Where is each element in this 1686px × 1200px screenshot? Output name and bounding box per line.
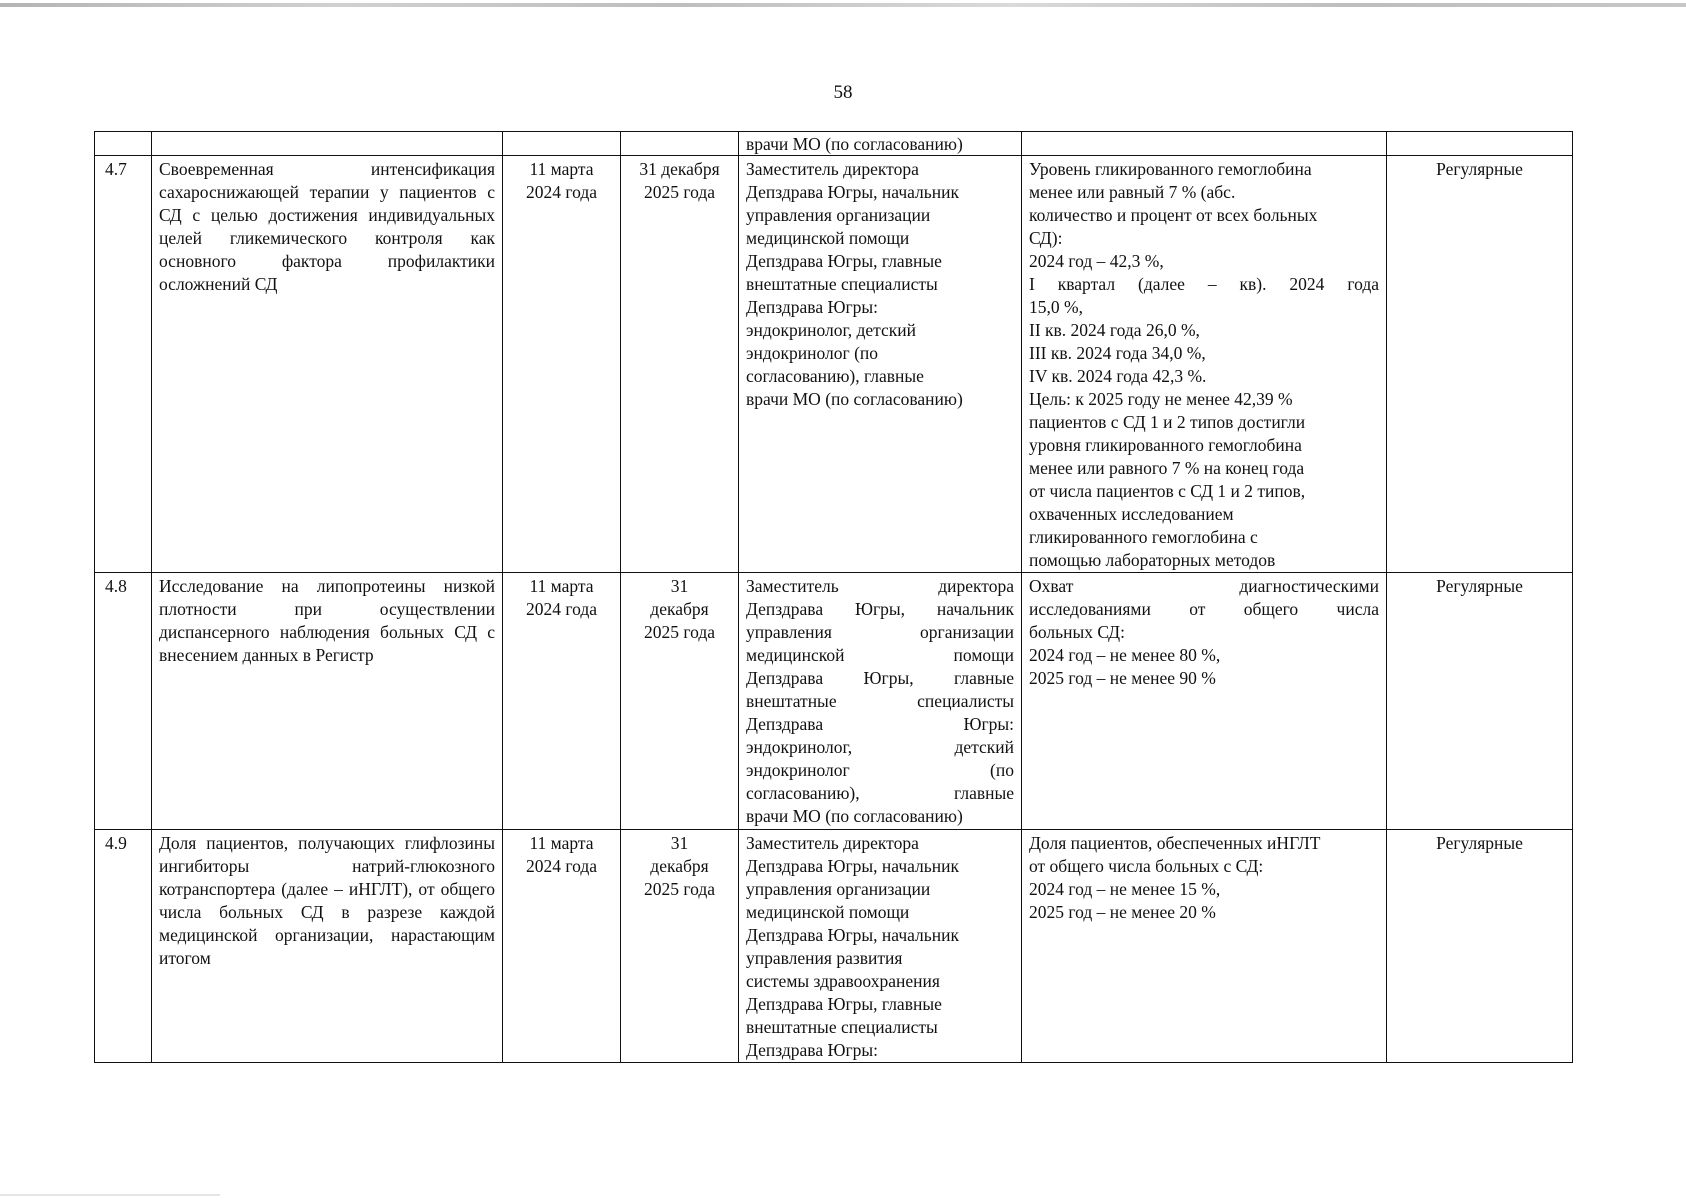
type-text: Регулярные [1387, 573, 1573, 830]
scan-edge [0, 3, 1686, 7]
end-date: 31 декабря 2025 года [621, 830, 739, 1063]
responsible-text: Заместитель директора Депздрава Югры, начальник управления организации медицинской помощи Депздрава Югры, главные внештатные специалисты Депздрава Югры: эндокринолог, детский эндокринолог (по согласованию), главные врачи МО (по согласованию) [739, 573, 1022, 830]
cell-type [1387, 132, 1573, 156]
type-text: Регулярные [1387, 156, 1573, 573]
cell-start [503, 132, 621, 156]
row-number: 4.7 [95, 156, 152, 573]
activity-text: Своевременная интенсификация сахароснижающей терапии у пациентов с СД с целью достижения индивидуальных целей гликемического контроля как основного фактора профилактики осложнений СД [152, 156, 503, 573]
cell-result [1022, 132, 1387, 156]
activity-text: Доля пациентов, получающих глифлозины ингибиторы натрий-глюкозного котранспортера (далее – иНГЛТ), от общего числа больных СД в разрезе каждой медицинской организации, нарастающим итогом [152, 830, 503, 1063]
cell-activity [152, 132, 503, 156]
page-number: 58 [833, 82, 853, 103]
cell-end [621, 132, 739, 156]
type-text: Регулярные [1387, 830, 1573, 1063]
result-text: Охват диагностическими исследованиями от общего числа больных СД: 2024 год – не менее 80 %, 2025 год – не менее 90 % [1022, 573, 1387, 830]
cell-num [95, 132, 152, 156]
end-date: 31 декабря 2025 года [621, 573, 739, 830]
start-date: 11 марта 2024 года [503, 573, 621, 830]
row-number: 4.8 [95, 573, 152, 830]
start-date: 11 марта 2024 года [503, 830, 621, 1063]
table-row [95, 156, 1573, 573]
result-text: Уровень гликированного гемоглобина менее или равный 7 % (абс. количество и процент от всех больных СД): 2024 год – 42,3 %, I квартал (далее – кв). 2024 года 15,0 %, II кв. 2024 года 26,0 %, III кв. 2024 года 34,0 %, IV кв. 2024 года 42,3 %. Цель: к 2025 году не менее 42,39 % пациентов с СД 1 и 2 типов достигли уровня гликированного гемоглобина менее или равного 7 % на конец года от числа пациентов с СД 1 и 2 типов, охваченных исследованием гликированного гемоглобина с помощью лабораторных методов [1022, 156, 1387, 573]
result-text: Доля пациентов, обеспеченных иНГЛТ от общего числа больных с СД: 2024 год – не менее 15 %, 2025 год – не менее 20 % [1022, 830, 1387, 1063]
scan-edge [0, 1194, 220, 1196]
table-row-continuation [95, 132, 1573, 156]
end-date: 31 декабря 2025 года [621, 156, 739, 573]
table-row [95, 830, 1573, 1063]
start-date: 11 марта 2024 года [503, 156, 621, 573]
responsible-text: Заместитель директора Депздрава Югры, начальник управления организации медицинской помощи Депздрава Югры, начальник управления развития системы здравоохранения Депздрава Югры, главные внештатные специалисты Депздрава Югры: [739, 830, 1022, 1063]
measures-table [94, 131, 1573, 1063]
table-row [95, 573, 1573, 830]
responsible-text: Заместитель директора Депздрава Югры, начальник управления организации медицинской помощи Депздрава Югры, главные внештатные специалисты Депздрава Югры: эндокринолог, детский эндокринолог (по согласованию), главные врачи МО (по согласованию) [739, 156, 1022, 573]
cell-responsible: врачи МО (по согласованию) [739, 132, 1022, 156]
activity-text: Исследование на липопротеины низкой плотности при осуществлении диспансерного наблюдения больных СД с внесением данных в Регистр [152, 573, 503, 830]
row-number: 4.9 [95, 830, 152, 1063]
